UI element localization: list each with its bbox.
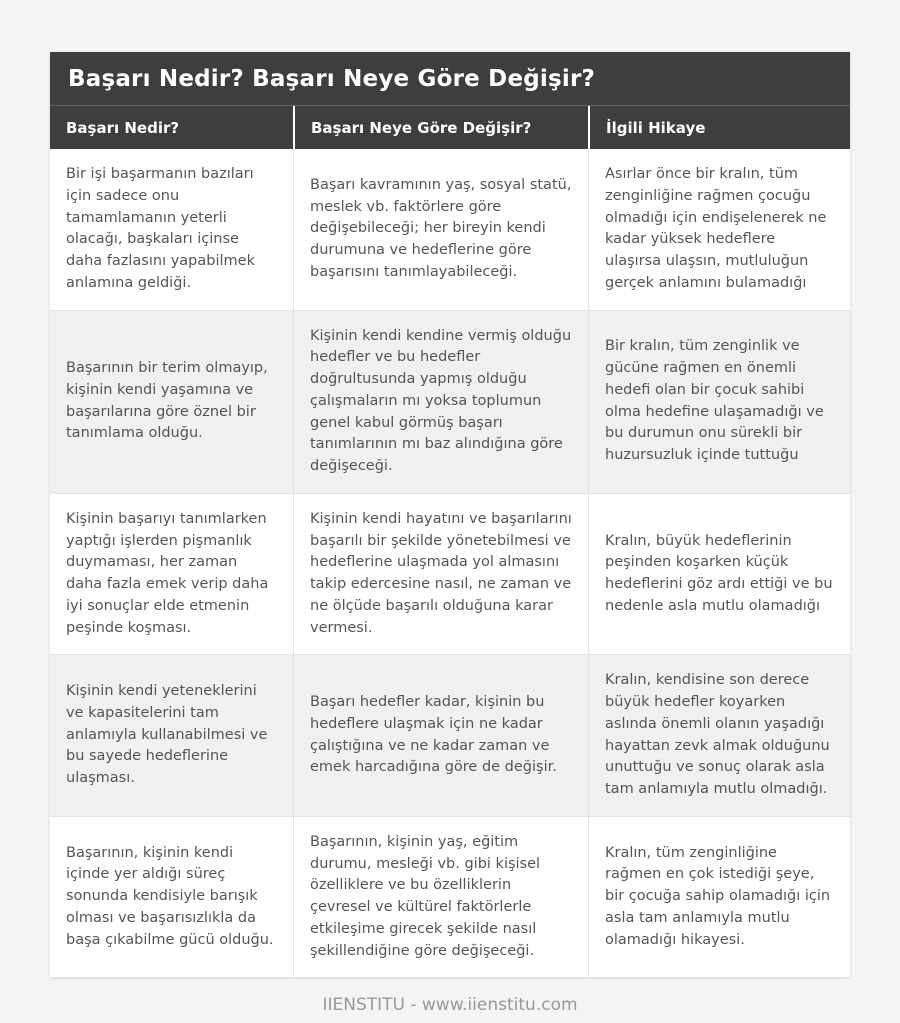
table-row — [50, 816, 850, 978]
table-row — [50, 654, 850, 816]
table-cell: Kralın, büyük hedeflerinin peşinden koşarken küçük hedeflerini göz ardı ettiği ve bu nedenle asla mutlu olamadığı — [588, 494, 850, 655]
footer-credit: IIENSTITU - www.iienstitu.com — [322, 995, 578, 1016]
table-cell: Başarının, kişinin kendi içinde yer aldığı süreç sonunda kendisiyle barışık olması ve başarısızlıkla da başa çıkabilme gücü olduğu. — [66, 844, 274, 948]
table-cell: Kişinin kendi hayatını ve başarılarını başarılı bir şekilde yönetebilmesi ve hedeflerine ulaşmada yol almasını takip edercesine nasıl, ne zaman ve ne ölçüde başarılı olduğuna karar vermesi. — [293, 494, 588, 655]
table-row — [50, 493, 850, 655]
content-card — [50, 52, 850, 977]
table-row — [50, 310, 850, 493]
table-cell: Kişinin kendi kendine vermiş olduğu hedefler ve bu hedefler doğrultusunda yapmış olduğu çalışmaların mı yoksa toplumun genel kabul görmüş başarı tanımlarının mı baz alındığına göre değişeceği. — [293, 311, 588, 493]
table-cell: Kralın, kendisine son derece büyük hedefler koyarken aslında önemli olanın yaşadığı hayattan zevk almak olduğunu unuttuğu ve sonuç olarak asla tam anlamıyla mutlu olmadığı. — [588, 655, 850, 816]
table-header-row — [50, 105, 850, 149]
table-cell: Bir işi başarmanın bazıları için sadece onu tamamlamanın yeterli olacağı, başkaları içinse daha fazlasını yapabilmek anlamına geldiği. — [66, 166, 255, 291]
table-cell: Başarının, kişinin yaş, eğitim durumu, mesleği vb. gibi kişisel özelliklere ve bu özelliklerin çevresel ve kültürel faktörlerle etkileşime girecek şekilde nasıl şekillendiğine göre değişeceği. — [293, 817, 588, 978]
page-title: Başarı Nedir? Başarı Neye Göre Değişir? — [50, 52, 850, 105]
table-cell: Başarı kavramının yaş, sosyal statü, meslek vb. faktörlere göre değişebileceği; her bireyin kendi durumuna ve hedeflerine göre başarısını tanımlayabileceği. — [293, 149, 588, 310]
table-cell: Bir kralın, tüm zenginlik ve gücüne rağmen en önemli hedefi olan bir çocuk sahibi olma hedefine ulaşamadığı ve bu durumun onu sürekli bir huzursuzluk içinde tuttuğu — [588, 311, 850, 493]
table-cell: Asırlar önce bir kralın, tüm zenginliğine rağmen çocuğu olmadığı için endişelenerek ne kadar yüksek hedeflere ulaşırsa ulaşsın, mutluluğun gerçek anlamını bulamadığı — [588, 149, 850, 310]
table-cell: Başarı hedefler kadar, kişinin bu hedeflere ulaşmak için ne kadar çalıştığına ve ne kadar zaman ve emek harcadığına göre de değişir. — [293, 655, 588, 816]
table-cell: Kişinin kendi yeteneklerini ve kapasitelerini tam anlamıyla kullanabilmesi ve bu sayede hedeflerine ulaşması. — [66, 683, 268, 787]
table-cell: Kralın, tüm zenginliğine rağmen en çok istediği şeye, bir çocuğa sahip olamadığı için asla tam anlamıyla mutlu olamadığı hikayesi. — [588, 817, 850, 978]
column-header-basari-neye-gore-degisir: Başarı Neye Göre Değişir? — [293, 106, 588, 149]
table-cell: Kişinin başarıyı tanımlarken yaptığı işlerden pişmanlık duymaması, her zaman daha fazla emek verip daha iyi sonuçlar elde etmenin peşinde koşması. — [66, 510, 269, 636]
column-header-ilgili-hikaye: İlgili Hikaye — [588, 106, 850, 149]
table-row — [50, 149, 850, 310]
table-cell: Başarının bir terim olmayıp, kişinin kendi yaşamına ve başarılarına göre öznel bir tanımlama olduğu. — [66, 360, 268, 442]
column-header-basari-nedir: Başarı Nedir? — [66, 119, 180, 137]
